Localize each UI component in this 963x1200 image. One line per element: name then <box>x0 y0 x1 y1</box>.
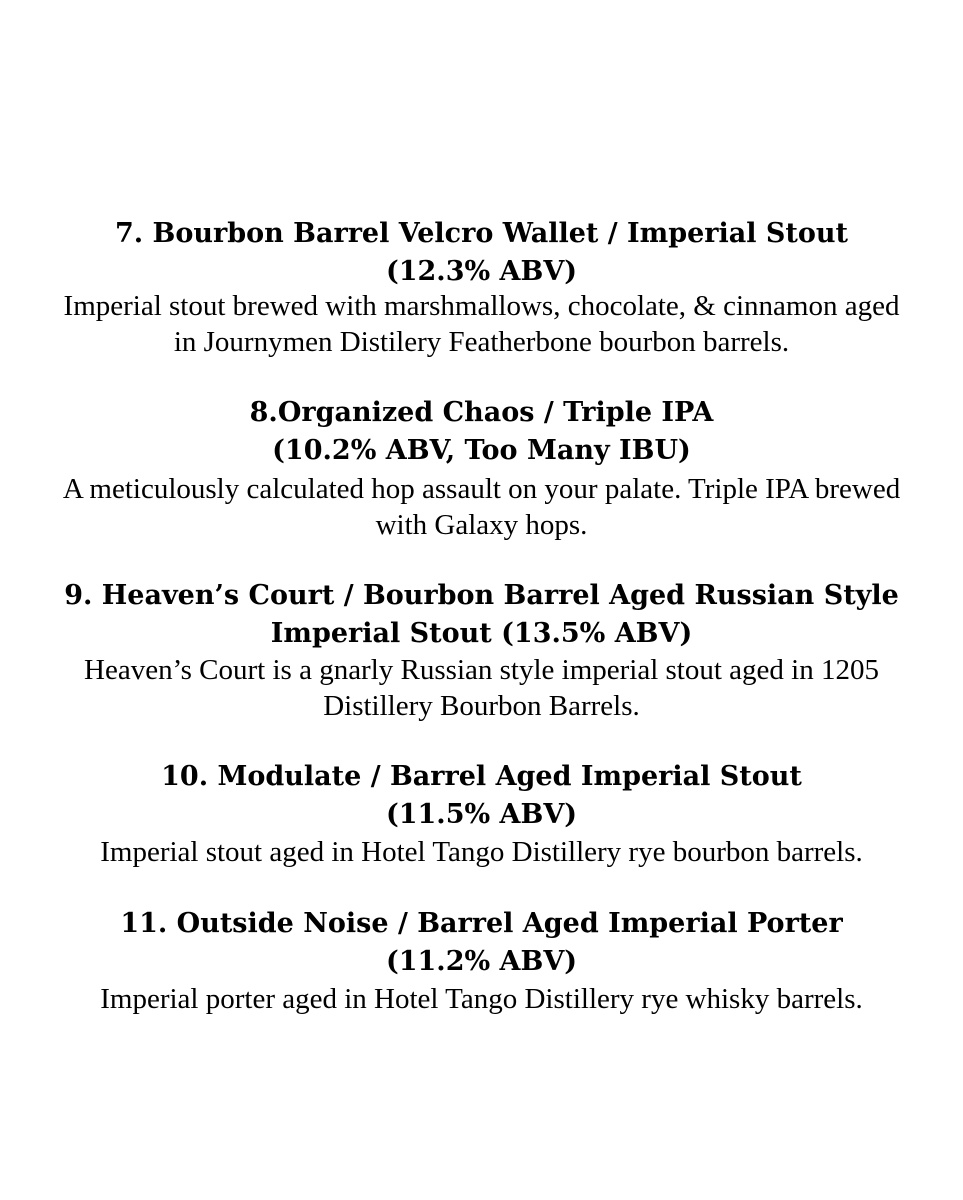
beer-title-line: 9. Heaven’s Court / Bourbon Barrel Aged Russian Style <box>64 580 899 611</box>
beer-description-line: Heaven’s Court is a gnarly Russian style imperial stout aged in 1205 <box>84 654 879 686</box>
beer-title-line: 11. Outside Noise / Barrel Aged Imperial Porter <box>120 908 843 939</box>
beer-abv-line: (11.2% ABV) <box>385 946 578 977</box>
beer-description-line: with Galaxy hops. <box>375 509 588 541</box>
beer-title-line: 7. Bourbon Barrel Velcro Wallet / Imperial Stout <box>114 218 849 249</box>
beer-abv-line: (12.3% ABV) <box>385 256 578 287</box>
beer-title-line: 8.Organized Chaos / Triple IPA <box>249 397 714 428</box>
beer-description-line: Imperial porter aged in Hotel Tango Distillery rye whisky barrels. <box>100 983 863 1015</box>
beer-description-line: Imperial stout brewed with marshmallows, chocolate, & cinnamon aged <box>63 290 900 322</box>
beer-title-line: 10. Modulate / Barrel Aged Imperial Stout <box>161 761 802 792</box>
beer-title-line: Imperial Stout (13.5% ABV) <box>270 618 693 649</box>
beer-description-line: Imperial stout aged in Hotel Tango Distillery rye bourbon barrels. <box>100 836 863 868</box>
beer-abv-line: (11.5% ABV) <box>385 799 578 830</box>
beer-description-line: A meticulously calculated hop assault on your palate. Triple IPA brewed <box>62 473 901 505</box>
beer-abv-line: (10.2% ABV, Too Many IBU) <box>272 435 691 466</box>
beer-description-line: in Journymen Distilery Featherbone bourbon barrels. <box>173 326 790 358</box>
beer-description-line: Distillery Bourbon Barrels. <box>323 690 640 722</box>
